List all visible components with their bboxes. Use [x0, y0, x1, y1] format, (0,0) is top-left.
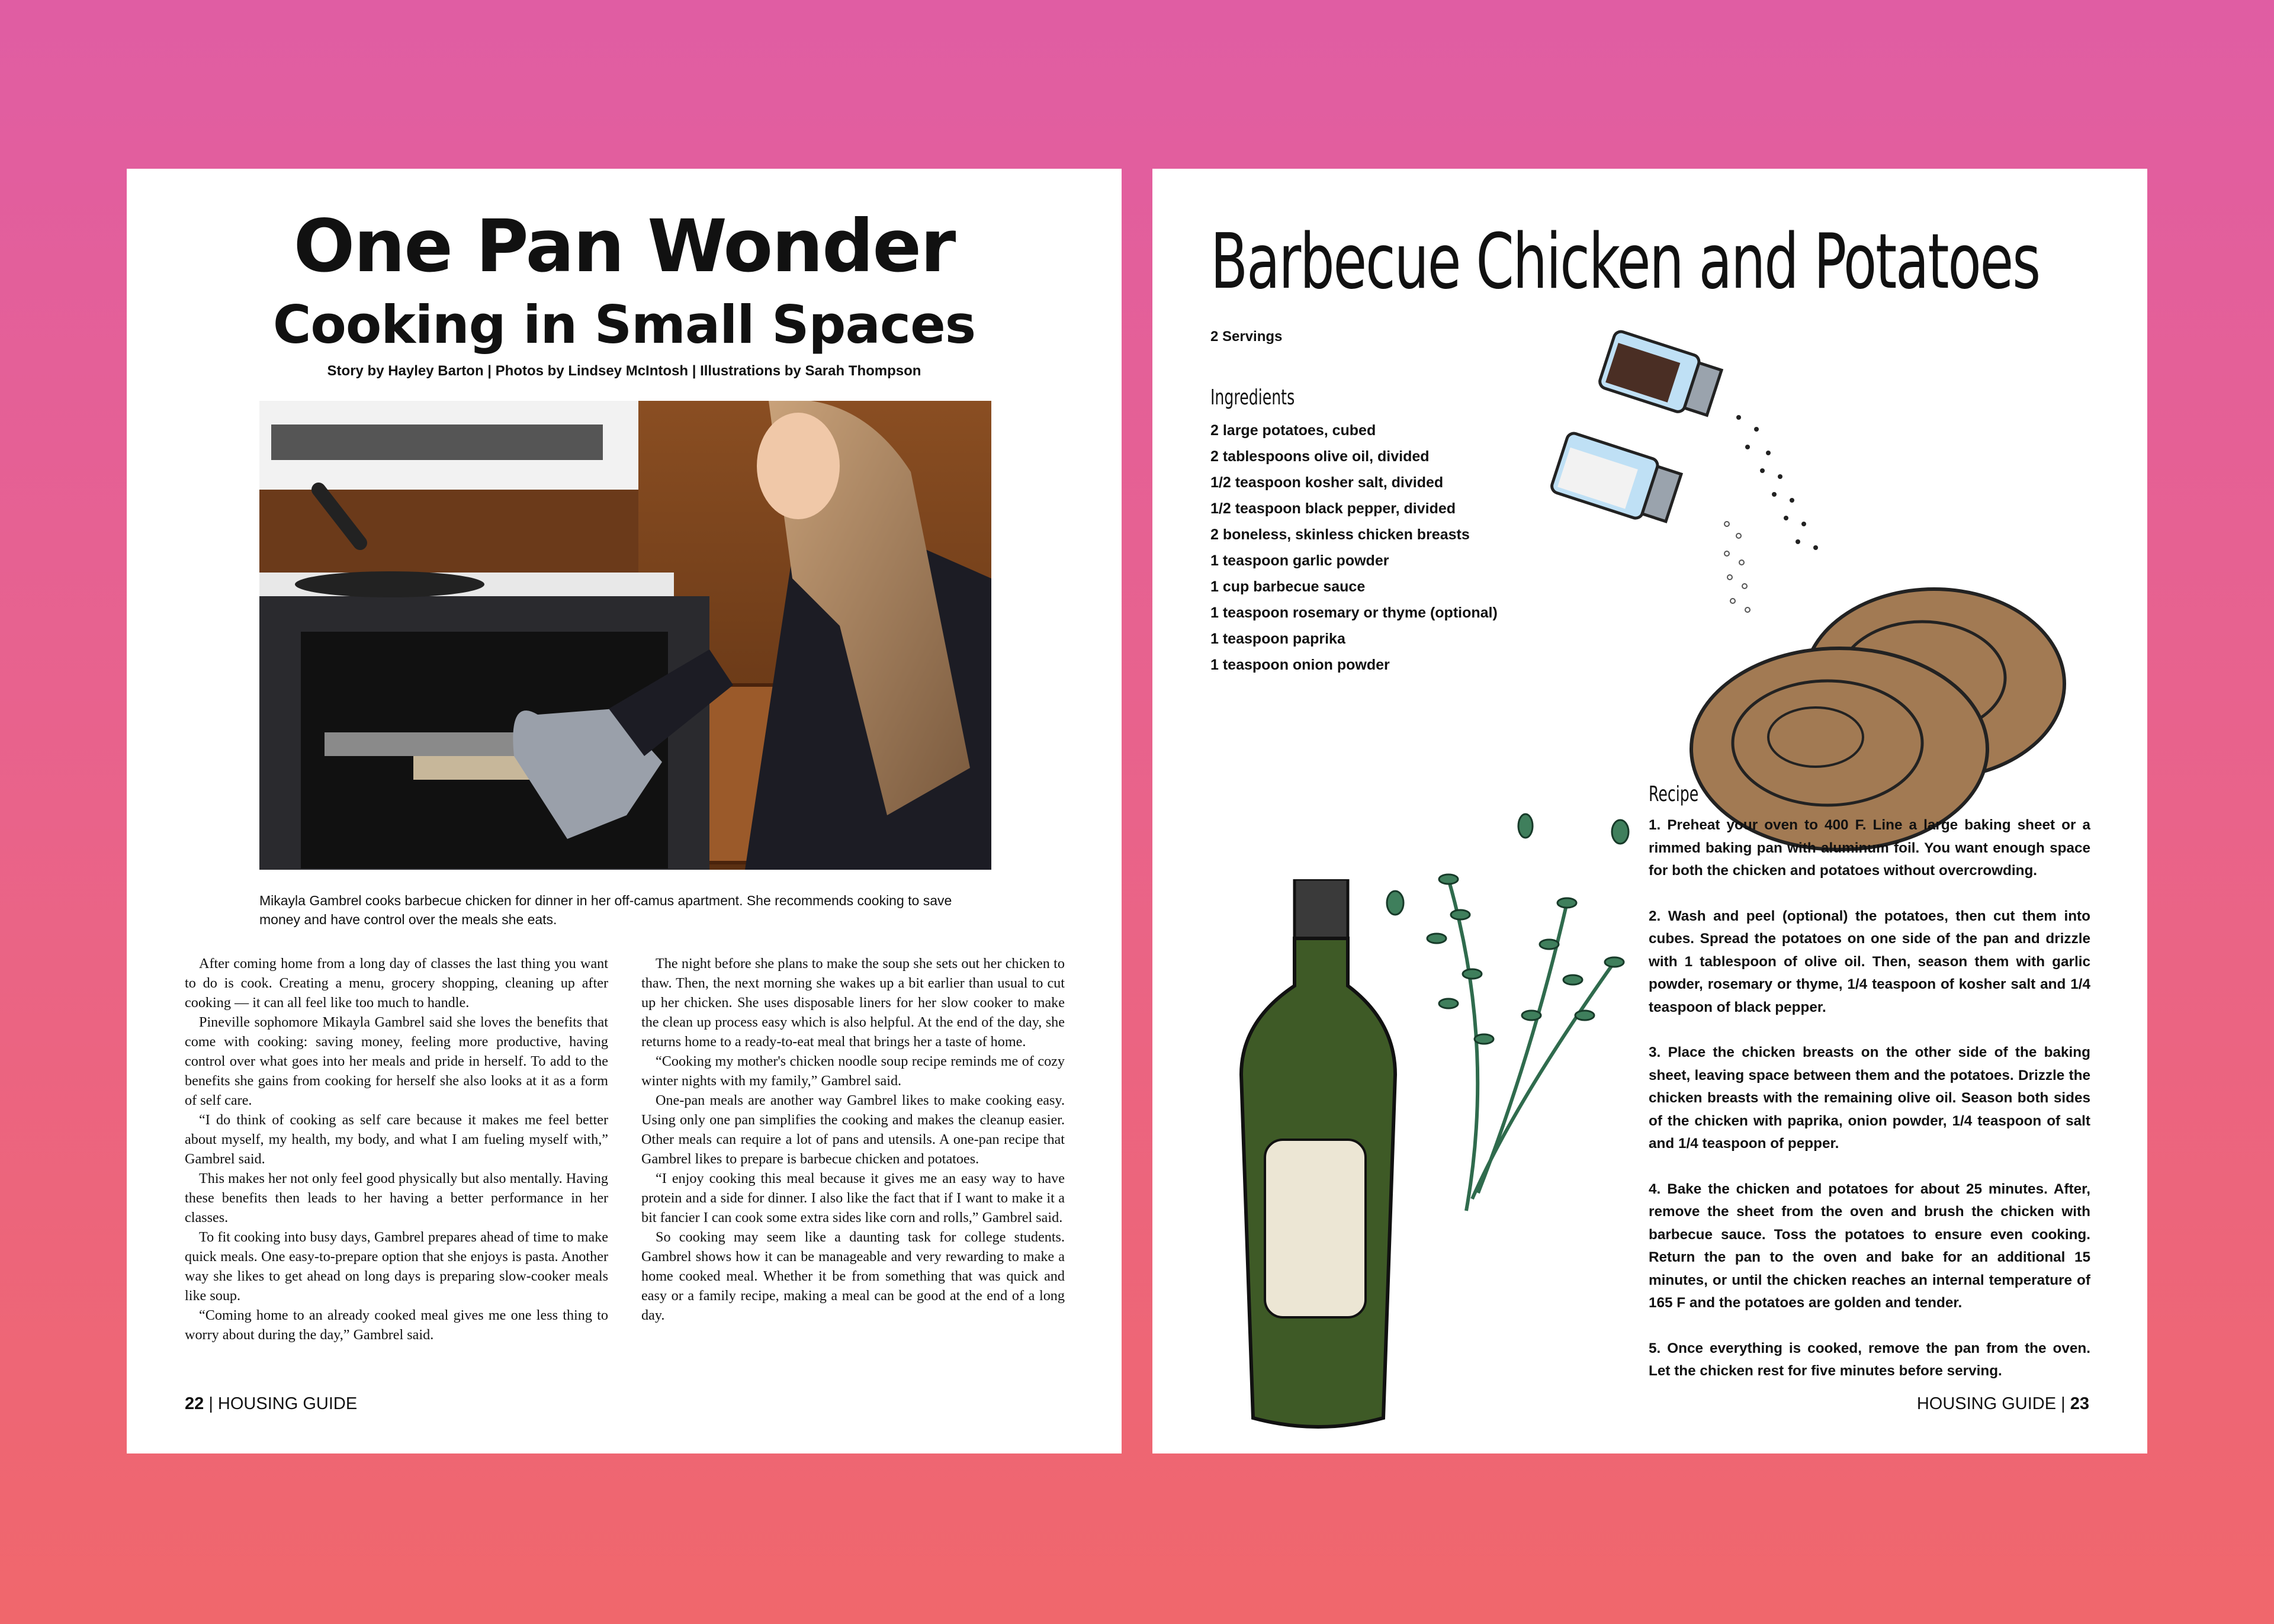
article-paragraph: The night before she plans to make the soup she sets out her chicken to thaw. Then, the next morning she wakes up a bit earlier than usual to cut up her chicken. She uses disposable liners for her slow cooker to make the clean up process easy which is also helpful. At the end of the day, she returns home to a ready-to-eat meal that brings her a taste of home. [641, 956, 1065, 1050]
ingredient-item: 2 tablespoons olive oil, divided [1210, 448, 1430, 465]
folio-label: | HOUSING GUIDE [204, 1394, 358, 1413]
recipe-step: 5. Once everything is cooked, remove the pan from the oven. Let the chicken rest for five minutes before serving. [1649, 1340, 2090, 1379]
article-paragraph: So cooking may seem like a daunting task for college students. Gambrel shows how it can be manageable and very rewarding to make a home cooked meal. Whether it be from something that was quick and easy or a family recipe, making a meal can be good at the end of a long day. [641, 1229, 1065, 1323]
page-number: 22 [185, 1394, 204, 1413]
ingredient-item: 2 boneless, skinless chicken breasts [1210, 526, 1470, 543]
article-paragraph: “Cooking my mother's chicken noodle soup recipe reminds me of cozy winter nights with my family,” Gambrel said. [641, 1053, 1065, 1089]
servings: 2 Servings [1210, 329, 1283, 345]
recipe-step: 3. Place the chicken breasts on the other side of the baking sheet, leaving space between them and the potatoes. Drizzle the chicken breasts with the remaining olive oil. Season both sides of the chicken with paprika, onion powder, 1/4 teaspoon of salt and 1/4 teaspoon of pepper. [1649, 1044, 2090, 1152]
photo-cooking-oven [259, 401, 991, 870]
ingredient-item: 1 teaspoon onion powder [1210, 657, 1390, 673]
ingredient-item: 1 cup barbecue sauce [1210, 578, 1366, 595]
ingredients-heading: Ingredients [1210, 385, 1295, 410]
article-paragraph: To fit cooking into busy days, Gambrel prepares ahead of time to make quick meals. One easy-to-prepare option that she enjoys is pasta. Another way she likes to get ahead on long days is preparing slow-cooker meals like soup. [185, 1229, 608, 1304]
ingredients-list [1210, 417, 1498, 678]
byline: Story by Hayley Barton | Photos by Lindsey McIntosh | Illustrations by Sarah Thompson [327, 363, 921, 379]
ingredient-item: 1 teaspoon rosemary or thyme (optional) [1210, 604, 1498, 621]
recipe-step: 4. Bake the chicken and potatoes for about 25 minutes. After, remove the sheet from the oven and brush the chicken with barbecue sauce. Toss the potatoes to ensure even cooking. Return the pan to the oven and bake for an additional 15 minutes, or until the chicken reaches an internal temperature of 165 F and the potatoes are golden and tender. [1649, 1181, 2090, 1311]
recipe-step: 2. Wash and peel (optional) the potatoes, then cut them into cubes. Spread the potatoes on one side of the pan and drizzle with 1 tablespoon of olive oil. Then, season them with garlic powder, rosemary or thyme, 1/4 teaspoon of kosher salt and 1/4 teaspoon of black pepper. [1649, 908, 2090, 1015]
article-paragraph: “I do think of cooking as self care because it makes me feel better about myself, my health, my body, and what I am fueling myself with,” Gambrel said. [185, 1112, 608, 1167]
thyme-sprig-icon [1377, 808, 1638, 1223]
right-page [1152, 169, 2147, 1453]
olive-oil-bottle-icon [1229, 879, 1407, 1436]
photo-caption: Mikayla Gambrel cooks barbecue chicken for dinner in her off-camus apartment. She recommends cooking to save money and have control over the meals she eats. [259, 893, 952, 927]
page-folio [1917, 1394, 2089, 1414]
page-folio [185, 1394, 357, 1414]
ingredient-item: 1 teaspoon paprika [1210, 631, 1345, 647]
article-paragraph: “I enjoy cooking this meal because it gives me an easy way to have protein and a side for dinner. I also like the fact that if I want to make it a bit fancier I can cook some extra sides like corn and rolls,” Gambrel said. [641, 1170, 1065, 1226]
recipe-step: 1. Preheat your oven to 400 F. Line a large baking sheet or a rimmed baking pan with aluminum foil. You want enough space for both the chicken and potatoes without overcrowding. [1649, 817, 2090, 879]
folio-label: HOUSING GUIDE | [1916, 1394, 2070, 1413]
article-paragraph: After coming home from a long day of classes the last thing you want to do is cook. Creating a menu, grocery shopping, cleaning up after cooking — it can all feel like too much to handle. [185, 956, 608, 1011]
page-subtitle: Cooking in Small Spaces [272, 294, 976, 355]
ingredient-item: 1 teaspoon garlic powder [1210, 552, 1389, 569]
salt-shaker-icon [1543, 423, 1697, 548]
ingredient-item: 2 large potatoes, cubed [1210, 422, 1376, 439]
article-paragraph: “Coming home to an already cooked meal gives me one less thing to worry about during the day,” Gambrel said. [185, 1307, 608, 1343]
article-paragraph: This makes her not only feel good physically but also mentally. Having these benefits then leads to her having a better performance in her classes. [185, 1170, 608, 1226]
recipe-title: Barbecue Chicken and Potatoes [1210, 218, 2039, 306]
recipe-steps [1649, 814, 2090, 1406]
article-paragraph: Pineville sophomore Mikayla Gambrel said she loves the benefits that come with cooking: saving money, feeling more productive, having control over what goes into her meals and pride in herself. To add to the benefits she gains from cooking for herself she also looks at it as a form of self care. [185, 1014, 608, 1108]
page-number: 23 [2070, 1394, 2089, 1413]
ingredient-item: 1/2 teaspoon kosher salt, divided [1210, 474, 1444, 491]
article-paragraph: One-pan meals are another way Gambrel likes to make cooking easy. Using only one pan simplifies the cooking and makes the cleanup easier. Other meals can require a lot of pans and utensils. A one-pan recipe that Gambrel likes to prepare is barbecue chicken and potatoes. [641, 1092, 1065, 1167]
left-page [127, 169, 1122, 1453]
recipe-heading: Recipe [1649, 782, 1699, 806]
ingredient-item: 1/2 teaspoon black pepper, divided [1210, 500, 1456, 517]
page-title: One Pan Wonder [293, 204, 955, 288]
article-body [185, 954, 1065, 1362]
